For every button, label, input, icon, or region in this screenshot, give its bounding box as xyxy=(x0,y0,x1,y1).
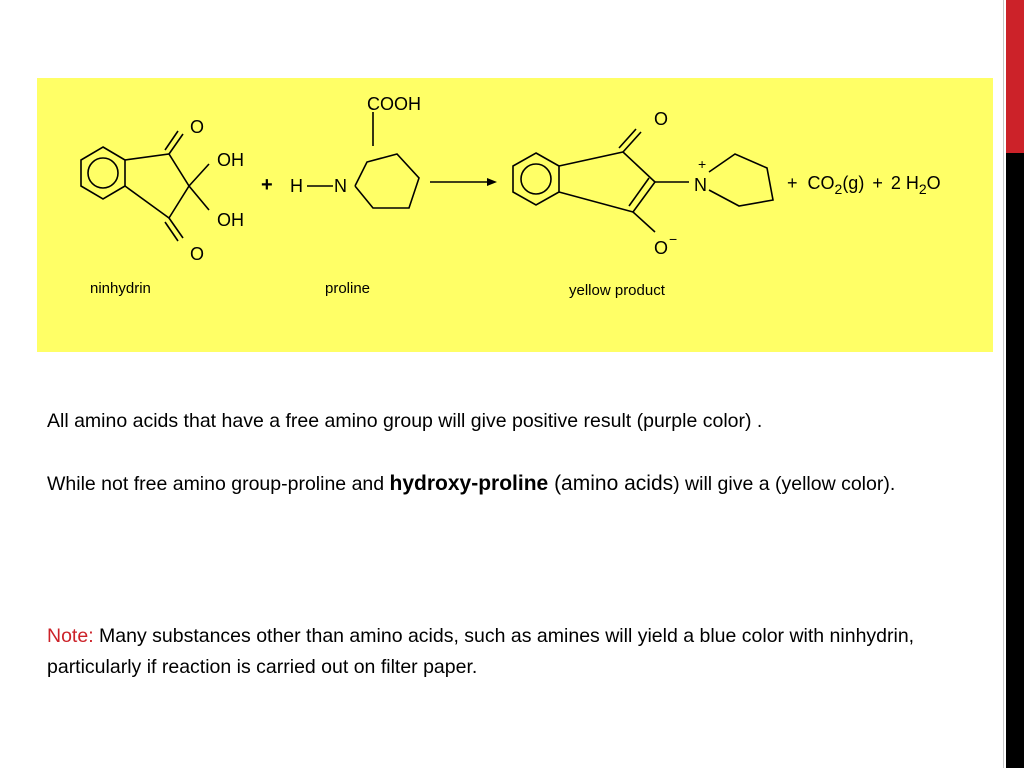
product-oxide: O xyxy=(654,238,669,258)
proline-ring xyxy=(355,154,419,208)
p2-end: ) will give a (yellow color). xyxy=(673,473,896,495)
note-label: Note: xyxy=(47,625,94,647)
plus-sign-1: + xyxy=(261,174,273,196)
ninhydrin-oxygen-bottom: O xyxy=(190,244,205,264)
product-pyrrolidine-ring xyxy=(709,154,773,206)
water-coefficient: 2 H xyxy=(890,173,919,193)
paragraph-free-amino: All amino acids that have a free amino group will give positive result (purple color) . xyxy=(47,410,763,432)
p2-hydroxy-proline: hydroxy-proline xyxy=(389,472,549,495)
proline-hydrogen: H xyxy=(290,176,303,196)
co2-subscript: 2 xyxy=(834,181,843,197)
label-yellow-product: yellow product xyxy=(569,282,665,299)
byproduct-plus-1: + xyxy=(787,173,798,193)
slide-accent-bar-black xyxy=(1006,153,1024,768)
product-minus-charge: − xyxy=(669,231,678,247)
paragraph-note xyxy=(47,621,947,683)
byproducts-equation xyxy=(787,173,941,197)
water-suffix: O xyxy=(926,173,941,193)
proline-carboxyl: COOH xyxy=(367,94,421,114)
proline-nitrogen: N xyxy=(334,176,347,196)
label-ninhydrin: ninhydrin xyxy=(90,280,151,297)
product-plus-charge: + xyxy=(698,156,707,172)
product-oxygen-top: O xyxy=(654,109,669,129)
ninhydrin-aromatic-circle xyxy=(88,158,118,188)
water-subscript: 2 xyxy=(918,181,927,197)
slide-edge-line xyxy=(1003,0,1004,768)
p2-amino-acids: (amino acids xyxy=(548,472,674,495)
product-benzene-ring xyxy=(513,153,559,205)
byproduct-plus-2: + xyxy=(872,173,883,193)
ninhydrin-oxygen-top: O xyxy=(190,117,205,137)
ninhydrin-hydroxyl-1: OH xyxy=(217,150,244,170)
reaction-figure xyxy=(37,78,993,352)
product-nitrogen: N xyxy=(694,175,707,195)
p2-start: While not free amino group-proline and xyxy=(47,473,390,495)
note-body: Many substances other than amino acids, such as amines will yield a blue color with ninhydrin, particularly if reaction is carried out on filter paper. xyxy=(47,625,915,678)
paragraph-proline xyxy=(47,468,947,500)
reaction-diagram xyxy=(37,78,993,352)
slide-accent-bar-red xyxy=(1006,0,1024,153)
label-proline: proline xyxy=(325,280,371,297)
co2-prefix: CO xyxy=(807,173,835,193)
ninhydrin-five-ring xyxy=(125,154,189,218)
co2-state: (g) xyxy=(842,173,865,193)
ninhydrin-hydroxyl-2: OH xyxy=(217,210,244,230)
